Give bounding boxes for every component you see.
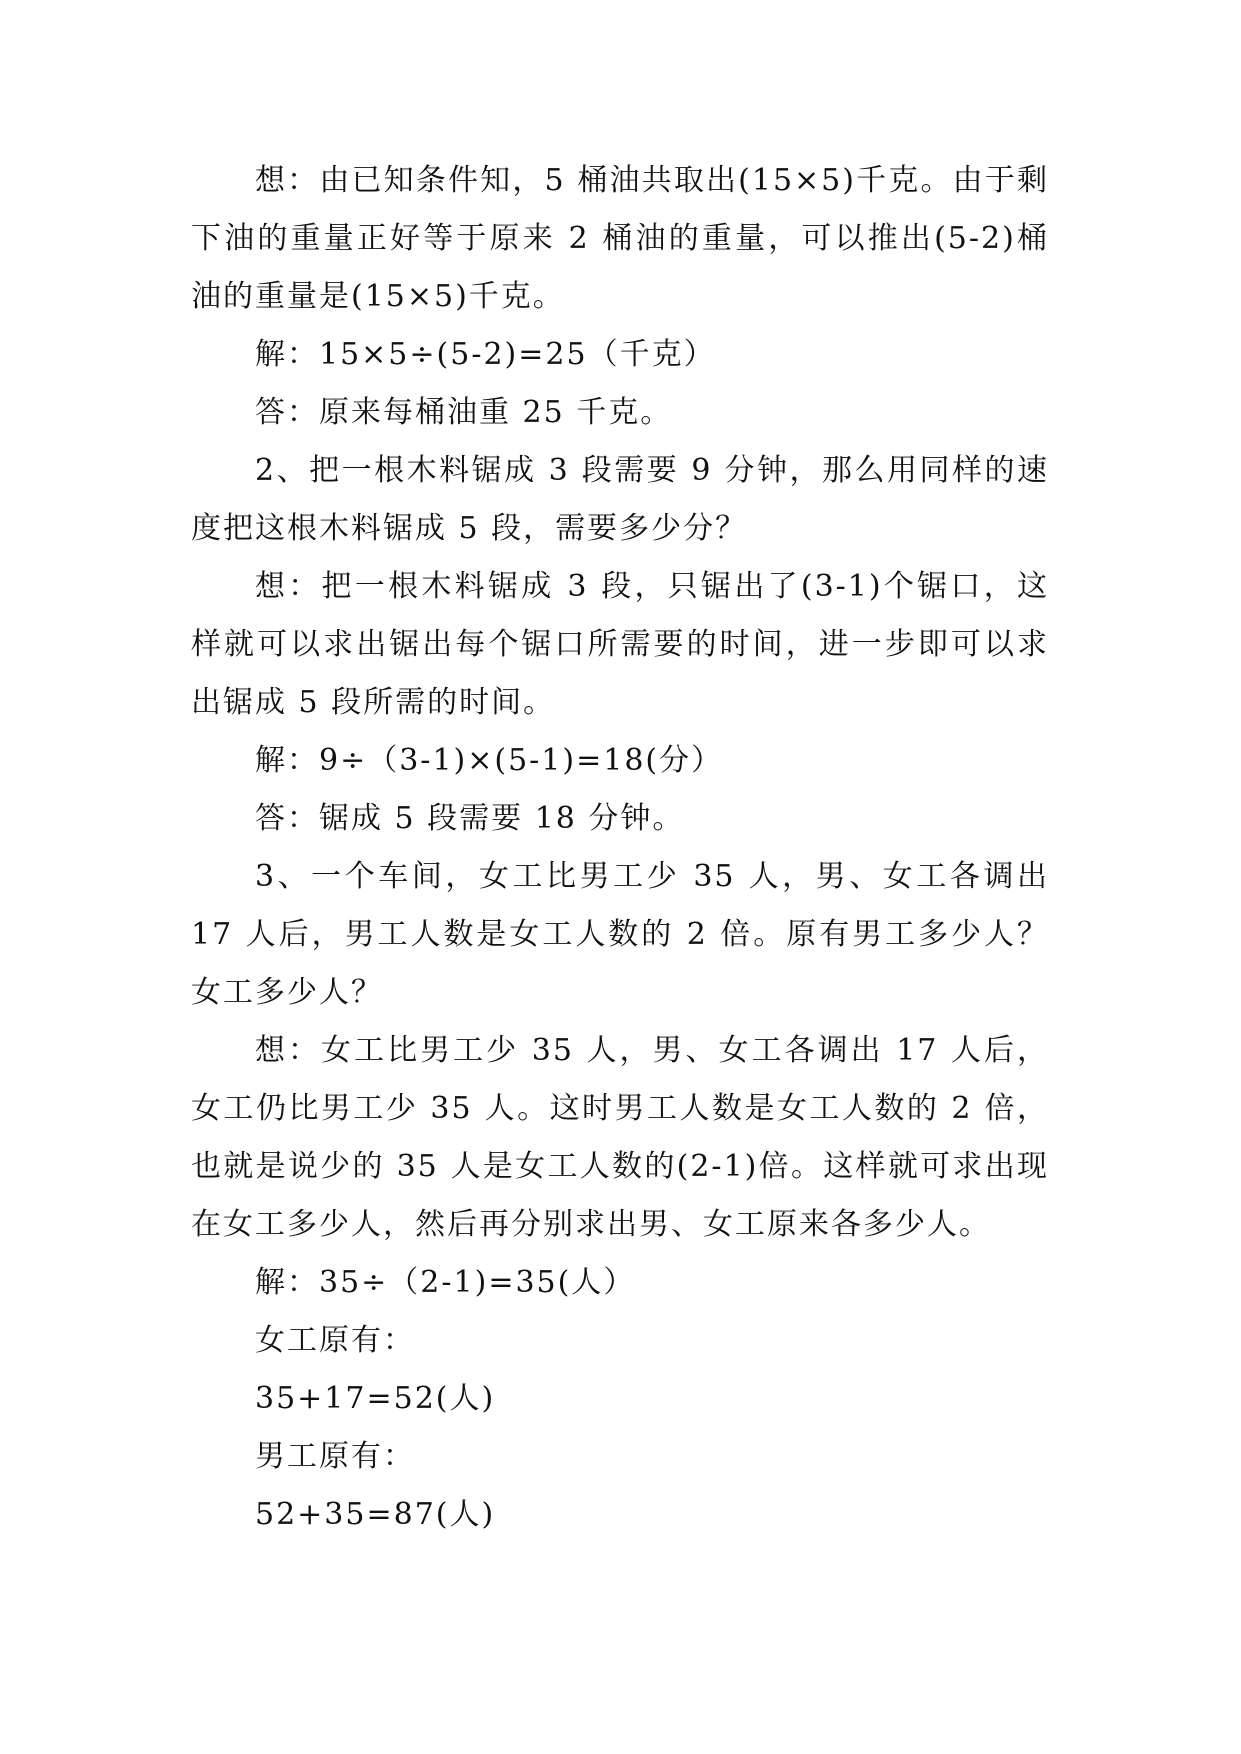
paragraph-answer-1: 答：原来每桶油重 25 千克。 — [255, 395, 673, 430]
paragraph-solution-1: 解：15×5÷(5-2)=25（千克） — [255, 337, 716, 372]
document-body — [191, 152, 1049, 1544]
paragraph-male-original-label: 男工原有： — [255, 1439, 415, 1474]
paragraph-think-1: 想：由已知条件知，5 桶油共取出(15×5)千克。由于剩下油的重量正好等于原来 2 桶油的重量，可以推出(5-2)桶油的重量是(15×5)千克。 — [191, 163, 1049, 314]
paragraph-think-2: 想：把一根木料锯成 3 段，只锯出了(3-1)个锯口，这样就可以求出锯出每个锯口所需要的时间，进一步即可以求出锯成 5 段所需的时间。 — [191, 569, 1049, 720]
paragraph-solution-3: 解：35÷（2-1)=35(人） — [255, 1265, 636, 1300]
paragraph-question-3: 3、一个车间，女工比男工少 35 人，男、女工各调出 17 人后，男工人数是女工人数的 2 倍。原有男工多少人？女工多少人？ — [191, 859, 1049, 1010]
paragraph-think-3: 想：女工比男工少 35 人，男、女工各调出 17 人后，女工仍比男工少 35 人。这时男工人数是女工人数的 2 倍，也就是说少的 35 人是女工人数的(2-1)倍。这样就可求出现在女工多少人，然后再分别求出男、女工原来各多少人。 — [191, 1033, 1049, 1242]
paragraph-male-original-calc: 52+35=87(人) — [255, 1497, 496, 1532]
paragraph-female-original-calc: 35+17=52(人) — [255, 1381, 496, 1416]
paragraph-female-original-label: 女工原有： — [255, 1323, 415, 1358]
paragraph-answer-2: 答：锯成 5 段需要 18 分钟。 — [255, 801, 685, 836]
paragraph-question-2: 2、把一根木料锯成 3 段需要 9 分钟，那么用同样的速度把这根木料锯成 5 段，需要多少分？ — [191, 453, 1049, 546]
paragraph-solution-2: 解：9÷（3-1)×(5-1)=18(分） — [255, 743, 724, 778]
